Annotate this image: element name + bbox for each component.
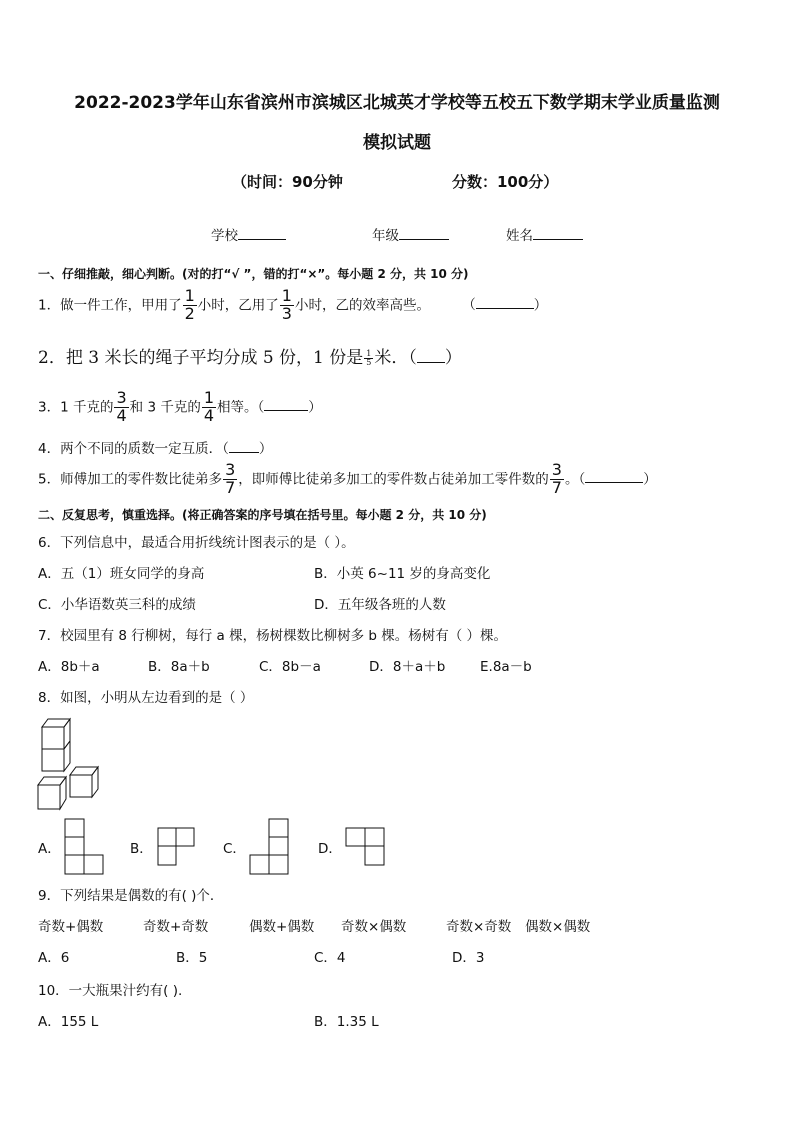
grade-field[interactable]: [372, 224, 449, 244]
section1-heading: 一、仔细推敲，细心判断。(对的打“√ ”，错的打“×”。每小题 2 分，共 10 分): [38, 267, 469, 281]
question-9-item-3: 偶数+偶数: [249, 919, 315, 935]
answer-blank-4[interactable]: [229, 452, 259, 453]
question-8-option-b[interactable]: B．: [130, 841, 153, 857]
question-9-item-4: 奇数×偶数: [341, 919, 407, 935]
question-6-stem: 6．下列信息中，最适合用折线统计图表示的是（ ）。: [38, 535, 355, 551]
question-9-option-a[interactable]: A．6: [38, 950, 70, 966]
question-7-option-a[interactable]: A．8b＋a: [38, 659, 100, 675]
question-9-item-1: 奇数+偶数: [38, 919, 104, 935]
fraction-3-7-a: $\frac{3}{7}$: [225, 460, 236, 497]
fraction-1-2: $\frac{1}{2}$: [184, 286, 195, 323]
question-10-option-b[interactable]: B．1.35 L: [314, 1014, 379, 1030]
section2-heading: 二、反复思考，慎重选择。(将正确答案的序号填在括号里。每小题 2 分，共 10 分): [38, 508, 487, 522]
option-b-view-icon: [157, 827, 195, 866]
question-9-stem: 9．下列结果是偶数的有( )个．: [38, 888, 224, 904]
question-6-option-d[interactable]: D．五年级各班的人数: [314, 597, 446, 613]
exam-time: （时间：90分钟: [232, 173, 343, 191]
question-7-option-c[interactable]: C．8b－a: [259, 659, 321, 675]
fraction-1-3: $\frac{1}{3}$: [281, 286, 292, 323]
grade-label: 年级: [372, 228, 399, 244]
question-7-option-e[interactable]: E.8a－b: [480, 659, 532, 675]
question-4: 4．两个不同的质数一定互质．（ ）: [38, 441, 273, 457]
question-8-option-d[interactable]: D．: [318, 841, 342, 857]
school-label: 学校: [211, 228, 238, 244]
fraction-1-5: $\frac{1}{5}$: [366, 348, 372, 367]
option-c-view-icon: [249, 818, 289, 875]
option-a-view-icon: [64, 818, 104, 875]
question-9-item-2: 奇数+奇数: [143, 919, 209, 935]
fraction-3-4: $\frac{3}{4}$: [116, 388, 127, 425]
question-9-option-d[interactable]: D．3: [452, 950, 485, 966]
question-8-stem: 8．如图，小明从左边看到的是（ ）: [38, 690, 254, 706]
name-label: 姓名: [506, 228, 533, 244]
fraction-1-4: $\frac{1}{4}$: [203, 388, 215, 425]
question-6-option-c[interactable]: C．小华语数英三科的成绩: [38, 597, 196, 613]
question-7-option-d[interactable]: D．8＋a＋b: [369, 659, 446, 675]
question-6-option-b[interactable]: B．小英 6~11 岁的身高变化: [314, 566, 491, 582]
page-title-line1: 2022-2023学年山东省滨州市滨城区北城英才学校等五校五下数学期末学业质量监测: [74, 93, 720, 113]
question-2: 2．把 3 米长的绳子平均分成 5 份，1 份是 $\frac{1}{5}$ 米．（ ）: [38, 348, 462, 368]
page-title-line2: 模拟试题: [363, 133, 431, 153]
option-d-view-icon: [345, 827, 385, 866]
fraction-3-7-b: $\frac{3}{7}$: [551, 460, 562, 497]
answer-blank-2[interactable]: [417, 362, 445, 363]
question-7-option-b[interactable]: B．8a＋b: [148, 659, 210, 675]
cube-stack-figure: [36, 715, 108, 811]
exam-score: 分数：100分）: [452, 173, 559, 191]
question-6-option-a[interactable]: A．五（1）班女同学的身高: [38, 566, 205, 582]
question-7-stem: 7．校园里有 8 行柳树，每行 a 棵，杨树棵数比柳树多 b 棵。杨树有（ ）棵。: [38, 628, 508, 644]
question-3: 3．1 千克的 $\frac{3}{4}$ 和 3 千克的 $\frac{1}{4}$ 相等。（ ）: [38, 388, 322, 425]
question-10-option-a[interactable]: A．155 L: [38, 1014, 99, 1030]
answer-blank-5[interactable]: [585, 482, 643, 483]
question-5: 5．师傅加工的零件数比徒弟多 $\frac{3}{7}$ ，即师傅比徒弟多加工的零件数占徒弟加工零件数的 $\frac{3}{7}$ 。（ ）: [38, 460, 657, 497]
question-8-option-a[interactable]: A．: [38, 841, 61, 857]
question-9-option-c[interactable]: C．4: [314, 950, 346, 966]
question-9-option-b[interactable]: B．5: [176, 950, 208, 966]
school-field[interactable]: [211, 224, 286, 244]
question-10-stem: 10．一大瓶果汁约有( ).: [38, 983, 183, 999]
answer-blank-3[interactable]: [264, 410, 308, 411]
question-9-item-5: 奇数×奇数: [446, 919, 512, 935]
answer-blank-1[interactable]: [476, 308, 534, 309]
question-9-item-6: 偶数×偶数: [525, 919, 591, 935]
question-8-option-c[interactable]: C．: [223, 841, 246, 857]
name-field[interactable]: [506, 224, 583, 244]
question-1: 1．做一件工作，甲用了 $\frac{1}{2}$ 小时，乙用了 $\frac{1}{3}$ 小时，乙的效率高些。 （ ）: [38, 286, 548, 323]
